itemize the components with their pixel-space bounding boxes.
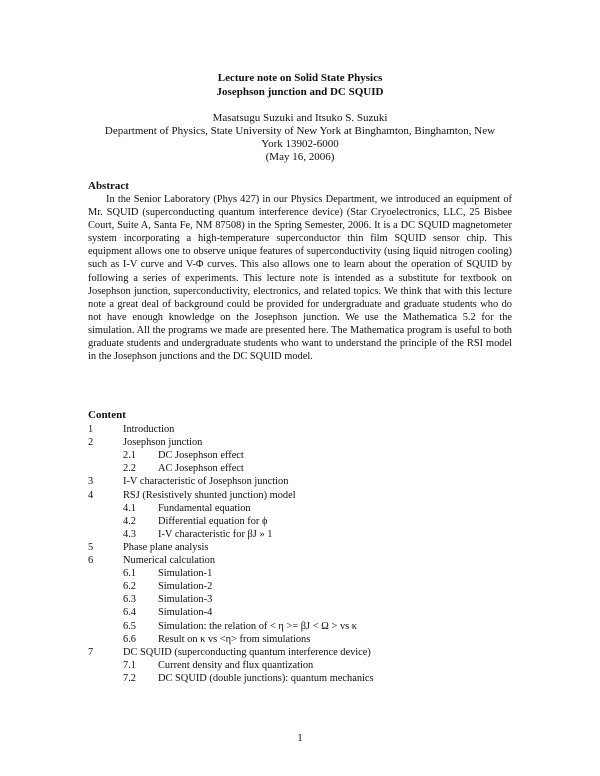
toc-item-title: RSJ (Resistively shunted junction) model [123, 489, 296, 501]
toc-item-number: 4.1 [123, 502, 136, 514]
toc-item-number: 4.3 [123, 528, 136, 540]
toc-item-number: 3 [88, 476, 94, 488]
date: (May 16, 2006) [265, 151, 335, 163]
toc-item-title: Result on κ vs <η> from simulations [158, 633, 311, 645]
toc-item-number: 7.1 [123, 659, 136, 671]
toc-item-title: Introduction [123, 424, 175, 435]
toc-item-number: 6.4 [123, 607, 136, 619]
toc-item-number: 7 [88, 646, 94, 658]
toc-item-title: Josephson junction [123, 437, 203, 449]
toc-item-title: DC Josephson effect [158, 450, 244, 462]
toc-item-number: 2.1 [123, 450, 136, 462]
toc-item-number: 6.3 [123, 594, 136, 606]
toc-item-number: 6.2 [123, 581, 136, 593]
toc-item-number: 4.2 [123, 515, 136, 527]
toc-item-number: 6.5 [123, 620, 136, 632]
toc-item-number: 2.2 [123, 463, 136, 475]
title-line-1: Lecture note on Solid State Physics [217, 72, 383, 84]
affiliation-line-1: Department of Physics, State University of New York at Binghamton, Binghamton, New [104, 125, 496, 137]
toc-item-number: 4 [88, 489, 94, 501]
toc-item-number: 6 [88, 555, 94, 566]
toc-item-title: DC SQUID (double junctions): quantum mechanics [158, 672, 374, 684]
page-number: 1 [297, 732, 303, 744]
toc-item-title: Simulation: the relation of < η >= βJ < Ω > vs κ [158, 620, 358, 632]
toc-item-number: 2 [88, 437, 94, 449]
affiliation-line-2: York 13902-6000 [261, 138, 339, 150]
toc-item-title: Differential equation for ϕ [158, 515, 268, 527]
authors: Masatsugu Suzuki and Itsuko S. Suzuki [212, 112, 388, 124]
toc-item-title: Numerical calculation [123, 555, 216, 566]
content-heading: Content [88, 409, 126, 421]
toc-item-number: 6.1 [123, 568, 136, 580]
toc-item-title: AC Josephson effect [158, 463, 244, 475]
toc-item-number: 5 [88, 541, 94, 553]
toc-item-title: DC SQUID (superconducting quantum interference device) [123, 646, 371, 658]
abstract-text: In the Senior Laboratory (Phys 427) in our Physics Department, we introduced an equipment of Mr. SQUID (superconducting quantum interference device) (Star Cryoelectronics, LLC, 25 Bisbee Court, Suite A, Santa Fe, NM 87508) in the Spring Semester, 2006. It is a DC SQUID magnetometer system incorporating a high-temperature superconductor thin film SQUID sensor chip. This equipment allows one to observe unique features of superconductivity (using liquid nitrogen cooling) such as I-V curve and V-Φ curves. This also allows one to learn about the operation of SQUID by following a series of experiments. This lecture note is intended as a substitute for textbook on Josephson junction, superconductivity, electronics, and related topics. We think that with this lecture note a great deal of background could be provided for undergraduate and graduate students who do not have enough knowledge on the Josephson junction. We use the Mathematica 5.2 for the simulation. All the programs we made are presented here. The Mathematica program is useful to both graduate students and undergraduate students who want to understand the principle of the RSI model in the Josephson junctions and the DC SQUID model. [88, 194, 512, 363]
toc-item-number: 7.2 [123, 672, 136, 684]
toc-item-title: Simulation-2 [158, 581, 213, 593]
toc-item-title: Fundamental equation [158, 502, 251, 514]
toc-item-title: I-V characteristic of Josephson junction [123, 476, 289, 488]
toc-item-title: Simulation-3 [158, 594, 213, 606]
toc-item-title: Phase plane analysis [123, 541, 209, 553]
toc-item-number: 6.6 [123, 633, 136, 645]
toc-item-title: I-V characteristic for βJ » 1 [158, 528, 273, 540]
toc-item-title: Current density and flux quantization [158, 659, 314, 671]
toc-item-title: Simulation-4 [158, 607, 213, 619]
title-line-2: Josephson junction and DC SQUID [216, 86, 384, 98]
abstract-heading: Abstract [88, 180, 129, 192]
toc-item-title: Simulation-1 [158, 568, 213, 580]
toc-item-number: 1 [88, 424, 94, 435]
